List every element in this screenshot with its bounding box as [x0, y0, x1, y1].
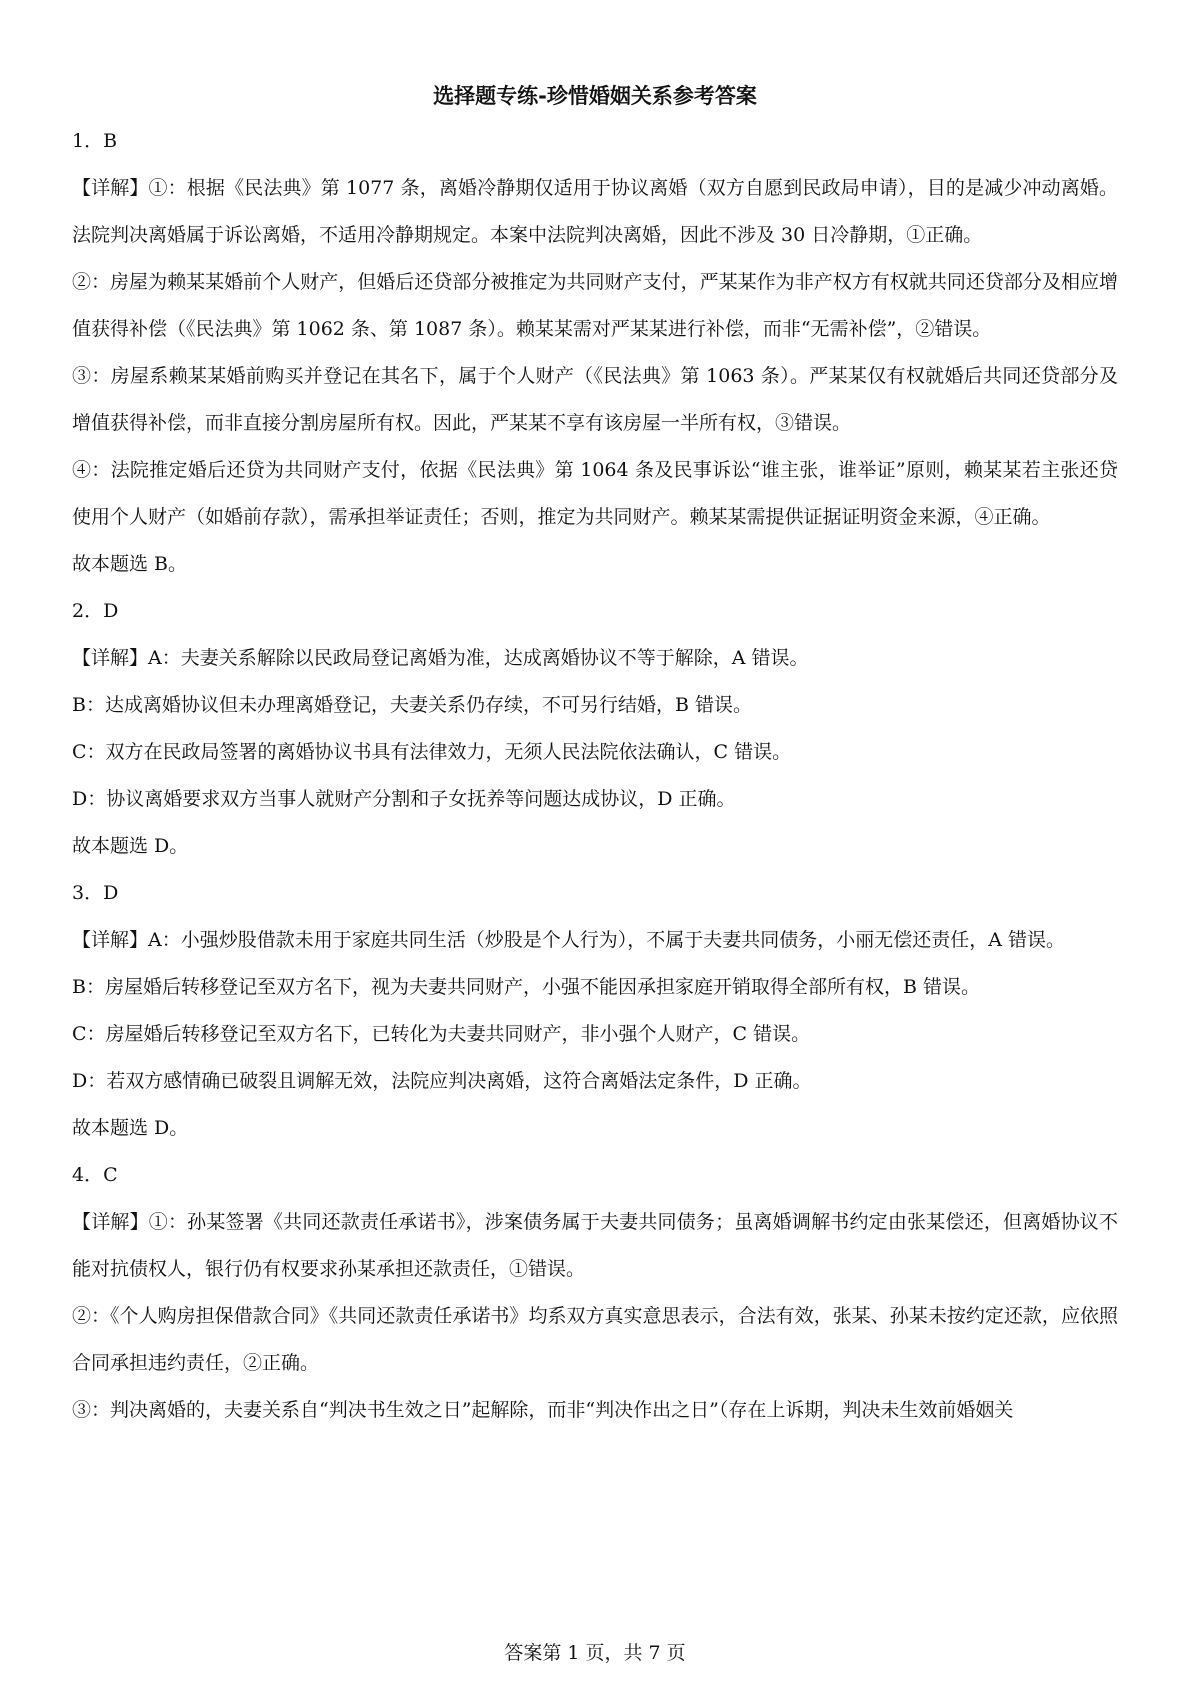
answer-number: 4．C	[72, 1164, 118, 1186]
answer-conclusion: 故本题选 B。	[72, 553, 188, 575]
answer-paragraph: ③：判决离婚的，夫妻关系自“判决书生效之日”起解除，而非“判决作出之日”（存在上诉期，判决未生效前婚姻关	[72, 1399, 1014, 1421]
answer-paragraph: B：房屋婚后转移登记至双方名下，视为夫妻共同财产，小强不能因承担家庭开销取得全部所有权，B 错误。	[72, 976, 980, 998]
document-title: 选择题专练-珍惜婚姻关系参考答案	[433, 84, 757, 108]
answer-paragraph: ②：房屋为赖某某婚前个人财产，但婚后还贷部分被推定为共同财产支付，严某某作为非产权方有权就共同还贷部分及相应增值获得补偿（《民法典》第 1062 条、第 1087 条）。赖某某需对严某某进行补偿，而非“无需补偿”，②错误。	[72, 271, 1118, 340]
answer-number: 2．D	[72, 600, 119, 622]
document-body	[72, 118, 1118, 1434]
answer-paragraph: B：达成离婚协议但未办理离婚登记，夫妻关系仍存续，不可另行结婚，B 错误。	[72, 694, 752, 716]
answer-number: 1．B	[72, 130, 118, 152]
answer-paragraph: ②：《个人购房担保借款合同》《共同还款责任承诺书》均系双方真实意思表示，合法有效，张某、孙某未按约定还款，应依照合同承担违约责任，②正确。	[72, 1305, 1118, 1374]
answer-paragraph: 【详解】①：根据《民法典》第 1077 条，离婚冷静期仅适用于协议离婚（双方自愿到民政局申请），目的是减少冲动离婚。法院判决离婚属于诉讼离婚，不适用冷静期规定。本案中法院判决离婚，因此不涉及 30 日冷静期，①正确。	[72, 177, 1118, 246]
answer-paragraph: C：双方在民政局签署的离婚协议书具有法律效力，无须人民法院依法确认，C 错误。	[72, 741, 792, 763]
answer-paragraph: 【详解】A：夫妻关系解除以民政局登记离婚为准，达成离婚协议不等于解除，A 错误。	[72, 647, 809, 669]
answer-paragraph: C：房屋婚后转移登记至双方名下，已转化为夫妻共同财产，非小强个人财产，C 错误。	[72, 1023, 811, 1045]
answer-paragraph: D：若双方感情确已破裂且调解无效，法院应判决离婚，这符合离婚法定条件，D 正确。	[72, 1070, 812, 1092]
answer-conclusion: 故本题选 D。	[72, 1117, 189, 1139]
answer-conclusion: 故本题选 D。	[72, 835, 189, 857]
answer-paragraph: ③：房屋系赖某某婚前购买并登记在其名下，属于个人财产（《民法典》第 1063 条）。严某某仅有权就婚后共同还贷部分及增值获得补偿，而非直接分割房屋所有权。因此，严某某不享有该房屋一半所有权，③错误。	[72, 365, 1118, 434]
answer-paragraph: 【详解】A：小强炒股借款未用于家庭共同生活（炒股是个人行为），不属于夫妻共同债务，小丽无偿还责任，A 错误。	[72, 929, 1065, 951]
page-footer: 答案第 1 页，共 7 页	[504, 1642, 686, 1664]
answer-paragraph: ④：法院推定婚后还贷为共同财产支付，依据《民法典》第 1064 条及民事诉讼“谁主张，谁举证”原则，赖某某若主张还贷使用个人财产（如婚前存款），需承担举证责任；否则，推定为共同财产。赖某某需提供证据证明资金来源，④正确。	[72, 459, 1118, 528]
answer-paragraph: 【详解】①：孙某签署《共同还款责任承诺书》，涉案债务属于夫妻共同债务；虽离婚调解书约定由张某偿还，但离婚协议不能对抗债权人，银行仍有权要求孙某承担还款责任，①错误。	[72, 1211, 1118, 1280]
answer-paragraph: D：协议离婚要求双方当事人就财产分割和子女抚养等问题达成协议，D 正确。	[72, 788, 736, 810]
answer-number: 3．D	[72, 882, 119, 904]
